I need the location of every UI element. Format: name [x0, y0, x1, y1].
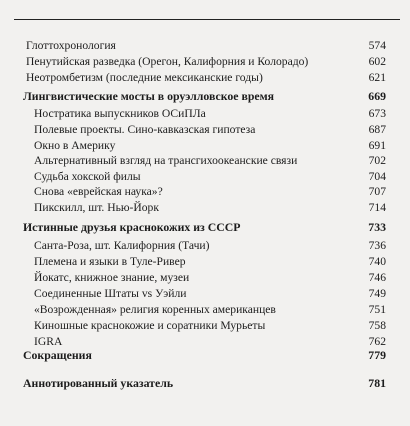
toc-entry-title: Неотромбетизм (последние мексиканские годы) [26, 71, 263, 84]
toc-entry[interactable] [0, 301, 410, 318]
section-page: 781 [368, 376, 386, 390]
toc-section-heading[interactable] [0, 88, 410, 105]
toc-entry-page: 707 [368, 185, 386, 198]
toc-entry[interactable] [0, 285, 410, 302]
toc-entry-title: Ностратика выпускников ОСиПЛа [34, 107, 206, 120]
toc-entry[interactable] [0, 152, 410, 169]
toc-entry[interactable] [0, 53, 410, 70]
toc-entry-title: Снова «еврейская наука»? [34, 185, 163, 198]
toc-entry-page: 673 [368, 107, 386, 120]
section-title: Лингвистические мосты в оруэлловское время [23, 89, 275, 103]
toc-section-heading[interactable] [0, 219, 410, 236]
section-page: 779 [368, 348, 386, 362]
section-title: Истинные друзья краснокожих из СССР [23, 220, 241, 234]
toc-entry-page: 762 [368, 335, 386, 348]
toc-entry-page: 746 [368, 271, 386, 284]
section-page: 733 [368, 220, 386, 234]
toc-entry-title: Глоттохронология [26, 39, 116, 52]
section-page: 669 [368, 89, 386, 103]
toc-entry[interactable] [0, 37, 410, 54]
section-title: Сокращения [23, 348, 92, 362]
toc-entry-title: Племена и языки в Туле-Ривер [34, 255, 186, 268]
toc-entry-title: «Возрожденная» религия коренных американцев [34, 303, 276, 316]
toc-entry-title: Йокатс, книжное знание, музеи [34, 271, 190, 284]
toc-entry-page: 687 [368, 123, 386, 136]
toc-entry[interactable] [0, 121, 410, 138]
section-title: Аннотированный указатель [23, 376, 174, 390]
toc-entry-page: 749 [368, 287, 386, 300]
toc-entry-page: 714 [368, 201, 386, 214]
toc-entry[interactable] [0, 69, 410, 86]
toc-entry-title: Соединенные Штаты vs Уэйли [34, 287, 187, 300]
toc-entry[interactable] [0, 269, 410, 286]
toc-entry[interactable] [0, 199, 410, 216]
toc-entry[interactable] [0, 105, 410, 122]
toc-entry-page: 691 [368, 139, 386, 152]
toc-entry-page: 621 [368, 71, 386, 84]
toc-entry-page: 574 [368, 39, 386, 52]
toc-entry-page: 602 [368, 55, 386, 68]
toc-entry[interactable] [0, 183, 410, 200]
toc-entry-page: 751 [368, 303, 386, 316]
toc-entry[interactable] [0, 253, 410, 270]
toc-entry-title: Киношные краснокожие и соратники Мурьеты [34, 319, 266, 332]
toc-section-heading[interactable] [0, 347, 410, 364]
toc-section-heading[interactable] [0, 375, 410, 392]
toc-entry-page: 736 [368, 239, 386, 252]
toc-entry-title: IGRA [34, 335, 63, 348]
toc-entry-title: Пенутийская разведка (Орегон, Калифорния и Колорадо) [26, 55, 309, 68]
toc-entry[interactable] [0, 317, 410, 334]
toc-entry-page: 758 [368, 319, 386, 332]
toc-entry-title: Санта-Роза, шт. Калифорния (Тачи) [34, 239, 210, 252]
toc-entry-title: Пикскилл, шт. Нью-Йорк [34, 201, 159, 214]
toc-entry-title: Окно в Америку [34, 139, 116, 152]
toc-entry-page: 702 [368, 154, 386, 167]
toc-entry-title: Полевые проекты. Сино-кавказская гипотеза [34, 123, 256, 136]
toc-entry[interactable] [0, 237, 410, 254]
toc-entry-title: Альтернативный взгляд на трансгихоокеанские связи [34, 154, 298, 167]
toc-entry-title: Судьба хокской филы [34, 170, 141, 183]
toc-entry-page: 704 [368, 170, 386, 183]
toc-entry-page: 740 [368, 255, 386, 268]
